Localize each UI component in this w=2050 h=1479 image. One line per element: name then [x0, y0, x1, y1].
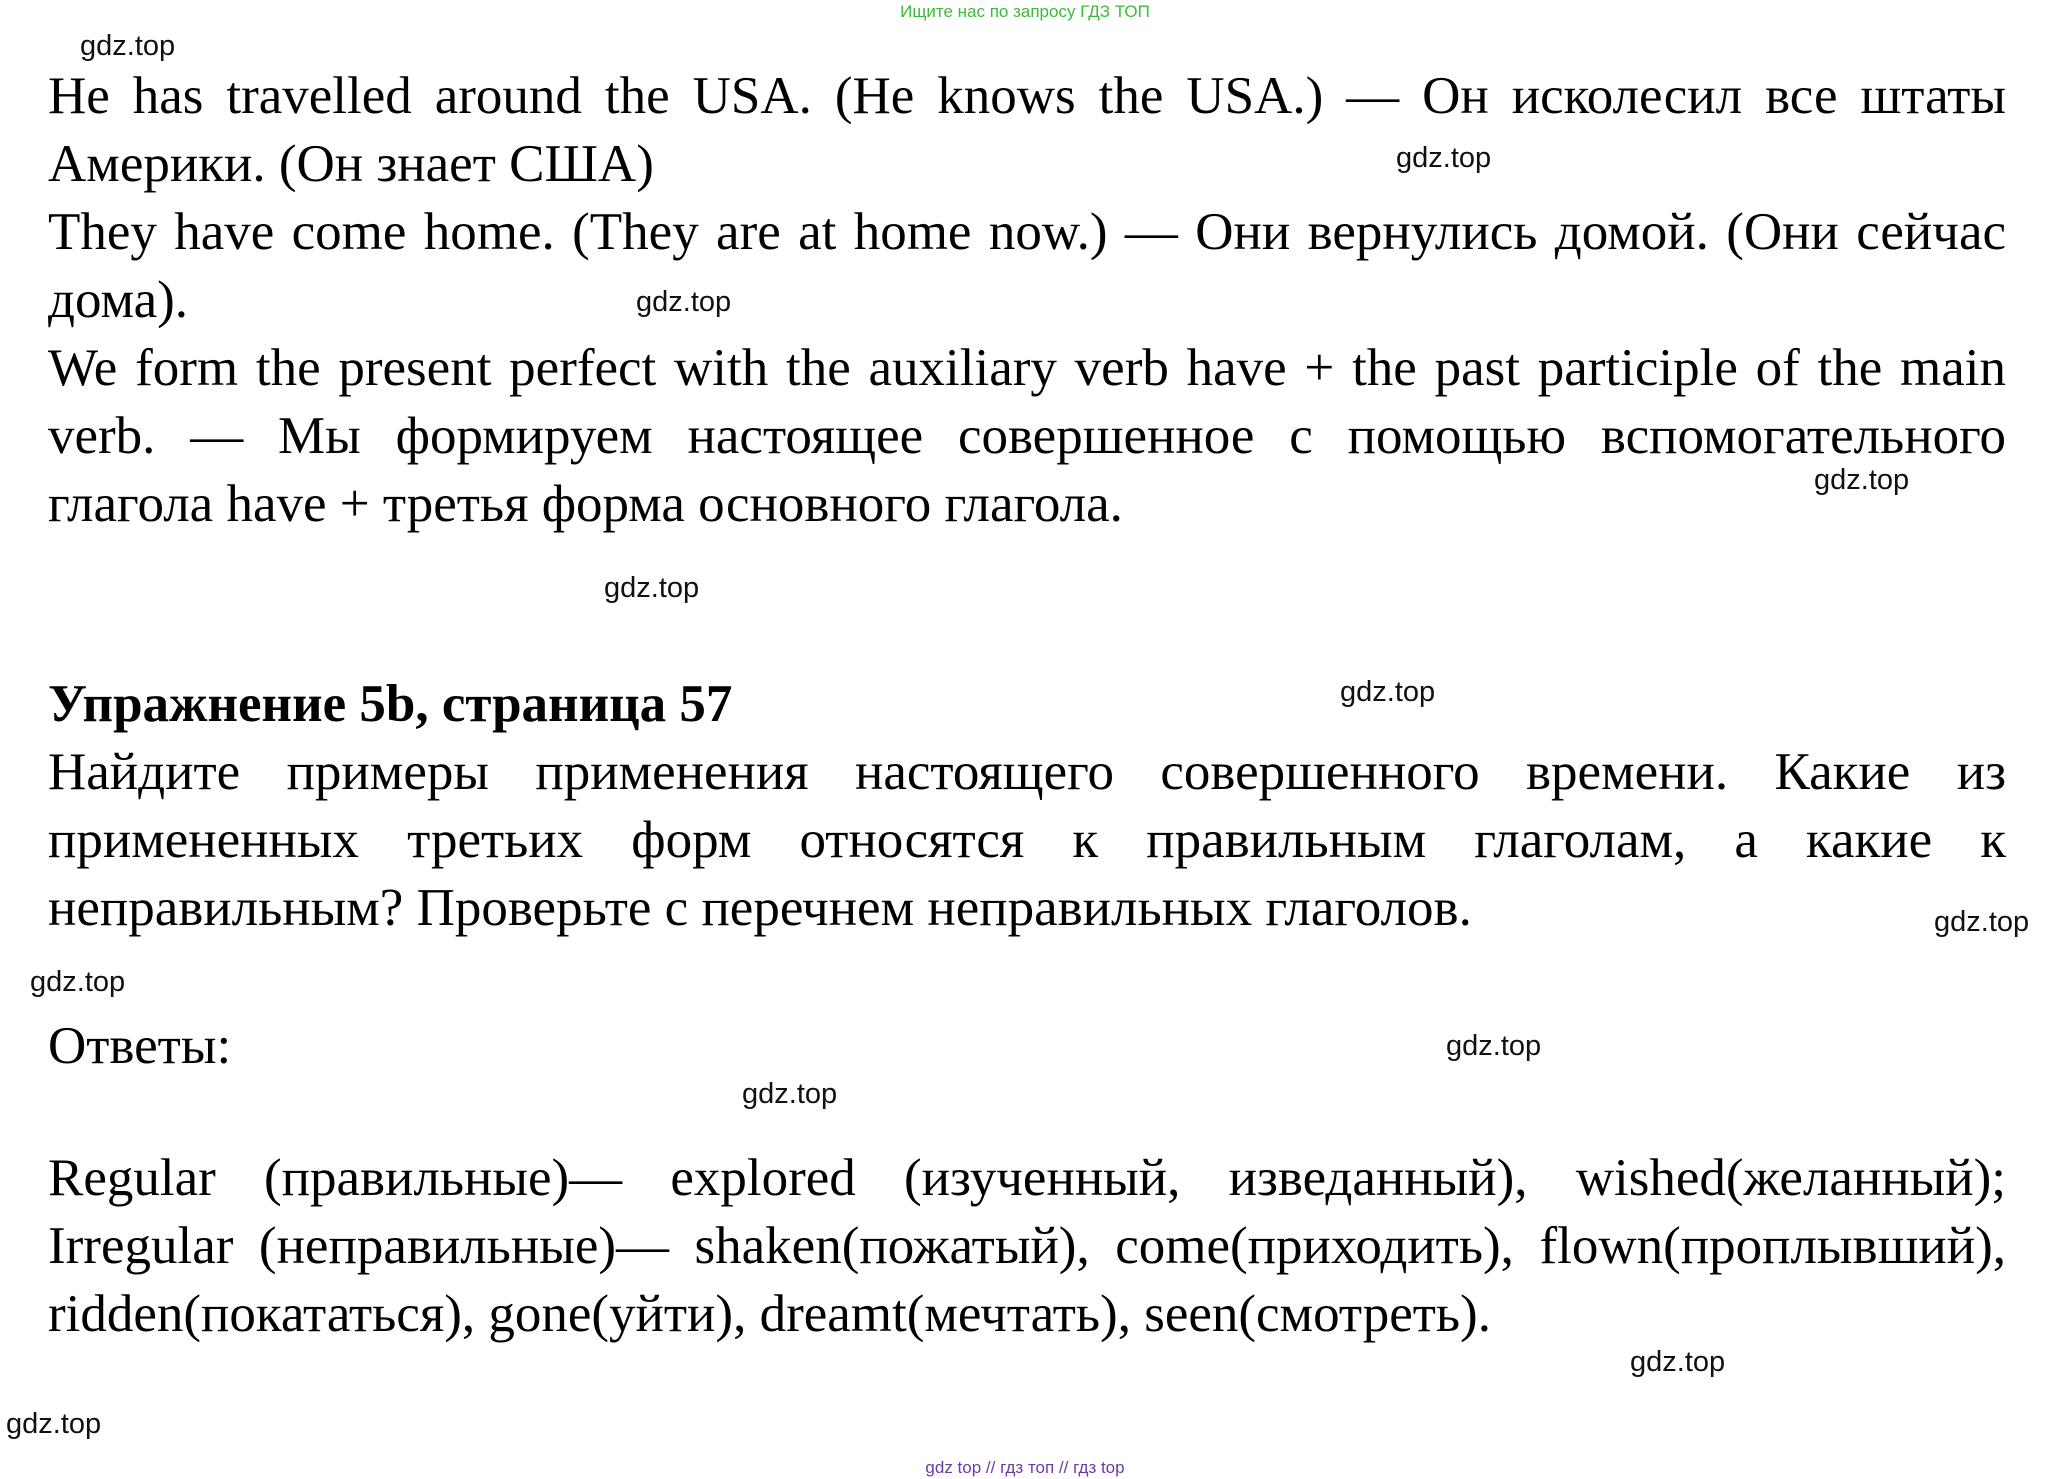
bottom-banner: gdz top // гдз топ // гдз top — [925, 1458, 1125, 1477]
task-paragraph: Найдите примеры применения настоящего совершенного времени. Какие из примененных третьих форм относятся к правильным глаголам, а какие к неправильным? Проверьте с перечнем неправильных глаголов. — [48, 743, 2006, 937]
watermark: gdz.top — [80, 30, 176, 62]
watermark: gdz.top — [742, 1078, 838, 1110]
intro-paragraph: We form the present perfect with the auxiliary verb have + the past participle of the main verb. — Мы формируем настоящее совершенное с помощью вспомогательного глагола have + третья форма основного глагола. — [48, 339, 2006, 533]
watermark: gdz.top — [1814, 464, 1910, 496]
watermark: gdz.top — [1446, 1030, 1542, 1062]
intro-text — [48, 62, 2006, 538]
answers-label — [48, 1012, 2006, 1080]
answer-paragraph: Regular (правильные)— explored (изученный, изведанный), wished(желанный); Irregular (неправильные)— shaken(пожатый), come(приходить), flown(проплывший), ridden(покататься), gone(уйти), dreamt(мечтать), seen(смотреть). — [48, 1149, 2006, 1343]
exercise-title: Упражнение 5b, страница 57 — [48, 675, 733, 733]
watermark: gdz.top — [1934, 906, 2030, 938]
watermark: gdz.top — [1340, 676, 1436, 708]
exercise-task — [48, 738, 2006, 942]
intro-paragraph: They have come home. (They are at home now.) — Они вернулись домой. (Они сейчас дома). — [48, 203, 2006, 329]
watermark: gdz.top — [1630, 1346, 1726, 1378]
answers-text — [48, 1144, 2006, 1348]
intro-paragraph: He has travelled around the USA. (He knows the USA.) — Он исколесил все штаты Америки. (Он знает США) — [48, 67, 2006, 193]
watermark: gdz.top — [636, 286, 732, 318]
watermark: gdz.top — [30, 966, 126, 998]
top-banner: Ищите нас по запросу ГДЗ ТОП — [900, 2, 1150, 21]
watermark: gdz.top — [1396, 142, 1492, 174]
watermark: gdz.top — [6, 1408, 102, 1440]
answers-label-text: Ответы: — [48, 1017, 232, 1075]
watermark: gdz.top — [604, 572, 700, 604]
